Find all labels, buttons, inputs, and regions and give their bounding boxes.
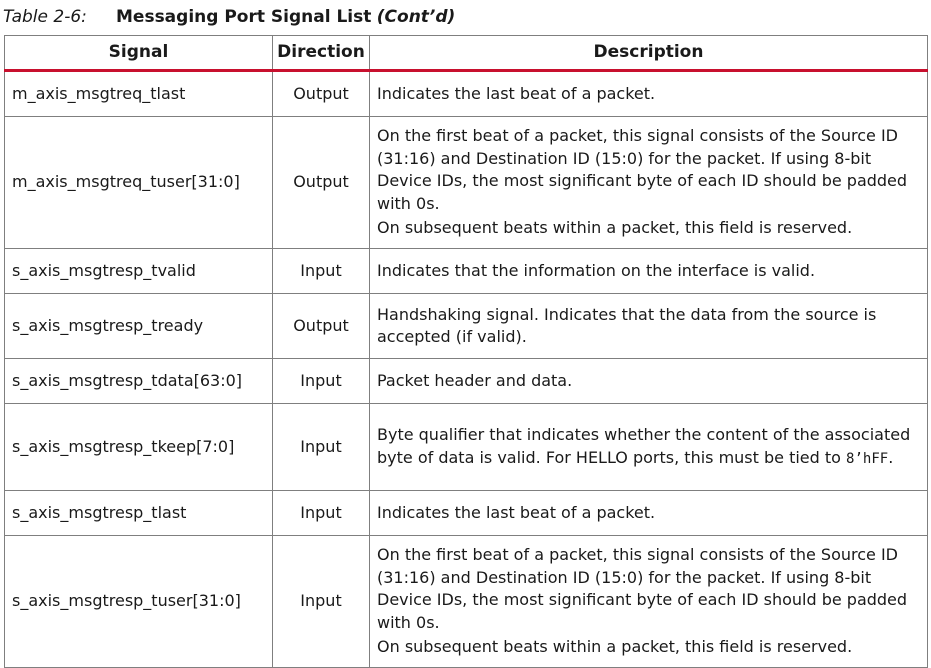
description-paragraph [377,424,920,470]
signal-name: s_axis_msgtresp_tvalid [5,249,273,294]
signal-name: s_axis_msgtresp_tready [5,294,273,359]
signal-name: m_axis_msgtreq_tlast [5,71,273,117]
description-paragraph: Handshaking signal. Indicates that the data from the source is accepted (if valid). [377,304,877,346]
description-paragraph: Indicates that the information on the interface is valid. [377,260,816,280]
table-title: Messaging Port Signal List [116,7,372,27]
description-paragraph: Indicates the last beat of a packet. [377,502,656,522]
header-direction: Direction [273,36,370,71]
signal-direction: Input [273,404,370,491]
signal-name: s_axis_msgtresp_tkeep[7:0] [5,404,273,491]
table-row [5,249,928,294]
table-row [5,491,928,536]
signal-direction: Output [273,117,370,249]
table-row [5,359,928,404]
table-caption [3,4,455,30]
signal-description [370,71,928,117]
signal-description [370,491,928,536]
description-text-end: . [888,447,894,467]
table-continued-label: (Cont’d) [376,7,456,27]
table-row [5,117,928,249]
signal-direction: Output [273,71,370,117]
signal-direction: Input [273,359,370,404]
table-row [5,71,928,117]
signal-direction: Input [273,536,370,668]
table-row [5,404,928,491]
signal-description [370,294,928,359]
signal-table [4,35,928,668]
description-paragraph: On subsequent beats within a packet, this field is reserved. [377,637,853,657]
signal-description [370,536,928,668]
table-number: Table 2-6: [3,7,87,27]
description-paragraph: Packet header and data. [377,370,573,390]
table-row [5,294,928,359]
table-header-row [5,36,928,71]
signal-name: s_axis_msgtresp_tuser[31:0] [5,536,273,668]
header-description: Description [370,36,928,71]
header-signal: Signal [5,36,273,71]
description-text: Byte qualifier that indicates whether the content of the associated byte of data is valid. For HELLO ports, this must be tied to [377,425,911,467]
description-paragraph: On subsequent beats within a packet, this field is reserved. [377,218,853,238]
signal-description [370,249,928,294]
signal-name: m_axis_msgtreq_tuser[31:0] [5,117,273,249]
signal-direction: Input [273,249,370,294]
signal-name: s_axis_msgtresp_tlast [5,491,273,536]
signal-description [370,404,928,491]
description-paragraph: On the first beat of a packet, this signal consists of the Source ID (31:16) and Destination ID (15:0) for the packet. If using 8-bit Device IDs, the most significant byte of each ID should be padded with 0s. [377,545,908,632]
description-paragraph: Indicates the last beat of a packet. [377,83,656,103]
signal-direction: Output [273,294,370,359]
table-row [5,536,928,668]
signal-description [370,117,928,249]
signal-direction: Input [273,491,370,536]
description-paragraph: On the first beat of a packet, this signal consists of the Source ID (31:16) and Destination ID (15:0) for the packet. If using 8-bit Device IDs, the most significant byte of each ID should be padded with 0s. [377,126,908,213]
signal-name: s_axis_msgtresp_tdata[63:0] [5,359,273,404]
signal-description [370,359,928,404]
code-literal: 8’hFF [846,450,889,467]
